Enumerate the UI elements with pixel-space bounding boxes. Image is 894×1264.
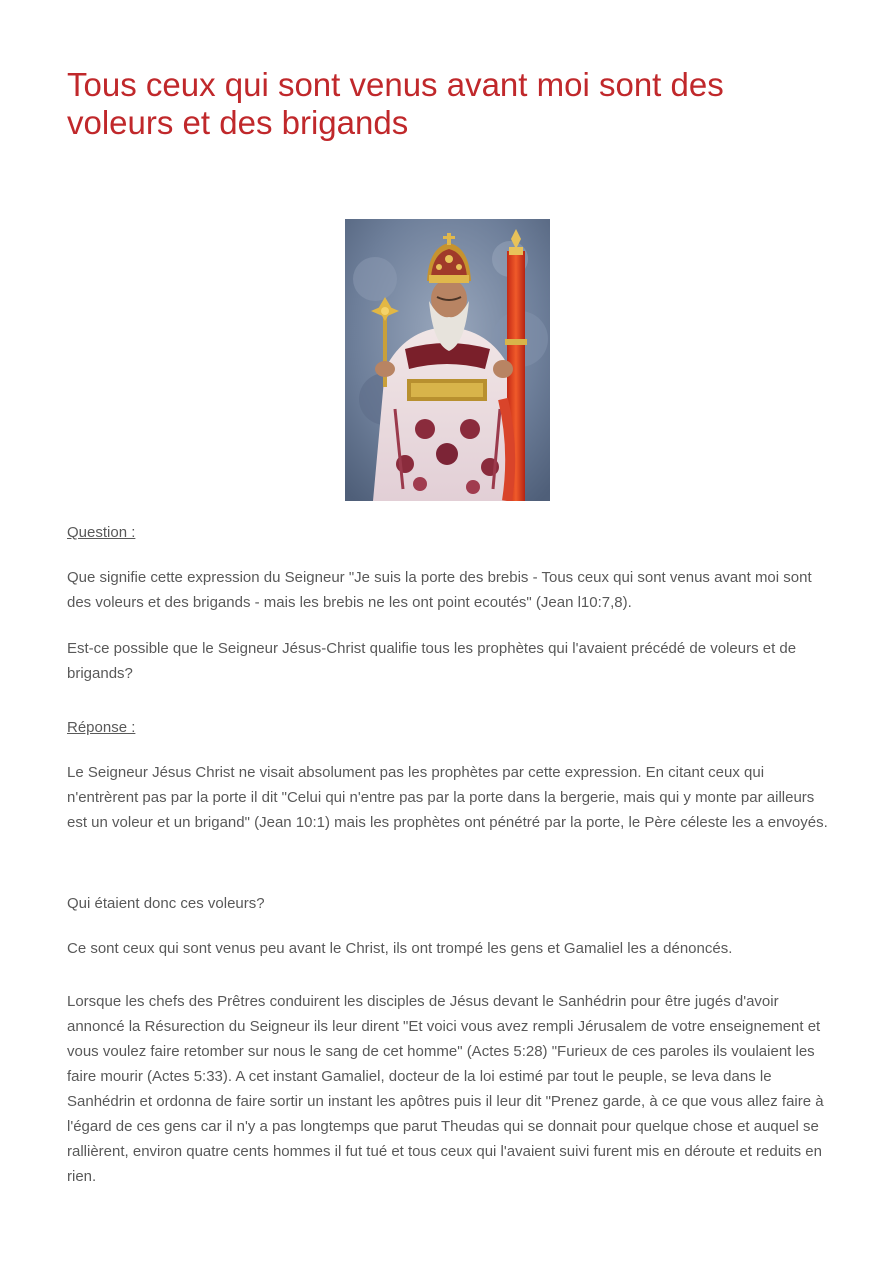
page-title: Tous ceux qui sont venus avant moi sont des voleurs et des brigands (67, 66, 724, 141)
answer-paragraph: Ce sont ceux qui sont venus peu avant le Christ, ils ont trompé les gens et Gamaliel les a dénoncés. (67, 940, 733, 957)
question-paragraph: Que signifie cette expression du Seigneur "Je suis la porte des brebis - Tous ceux qui sont venus avant moi sont des voleurs et des brigands - mais les brebis ne les ont point ecoutés" (Jean l10:7,8). (67, 569, 812, 611)
answer-paragraph: Lorsque les chefs des Prêtres conduirent les disciples de Jésus devant le Sanhédrin pour être jugés d'avoir annoncé la Résurection du Seigneur ils leur dirent "Et voici vous avez rempli Jérusalem de votre enseignement et vous voulez faire retomber sur nous le sang de cet homme" (Actes 5:28) "Furieux de ces paroles ils voulaient les faire mourir (Actes 5:33). A cet instant Gamaliel, docteur de la loi estimé par tout le peuple, se leva dans le Sanhédrin et ordonna de faire sortir un instant les apôtres puis il leur dit "Prenez garde, à ce que vous allez faire à l'égard de ces gens car il n'y a pas longtemps que parut Theudas qui se donnait pour quelque chose et auquel se rallièrent, environ quatre cents hommes il fut tué et tous ceux qui l'avaient suivi furent mis en déroute et reduits en rien. (67, 993, 824, 1185)
answer-paragraph: Le Seigneur Jésus Christ ne visait absolument pas les prophètes par cette expression. En citant ceux qui n'entrèrent pas par la porte il dit "Celui qui n'entre pas par la porte dans la bergerie, mais qui y monte par ailleurs est un voleur et un brigand" (Jean 10:1) mais les prophètes ont pénétré par la porte, le Père céleste les a envoyés. (67, 764, 828, 831)
question-heading: Question : (67, 524, 136, 541)
question-paragraph: Est-ce possible que le Seigneur Jésus-Christ qualifie tous les prophètes qui l'avaient précédé de voleurs et de brigands? (67, 640, 797, 682)
answer-subquestion: Qui étaient donc ces voleurs? (67, 895, 265, 912)
patriarch-photo (345, 219, 550, 501)
answer-heading: Réponse : (67, 719, 136, 736)
